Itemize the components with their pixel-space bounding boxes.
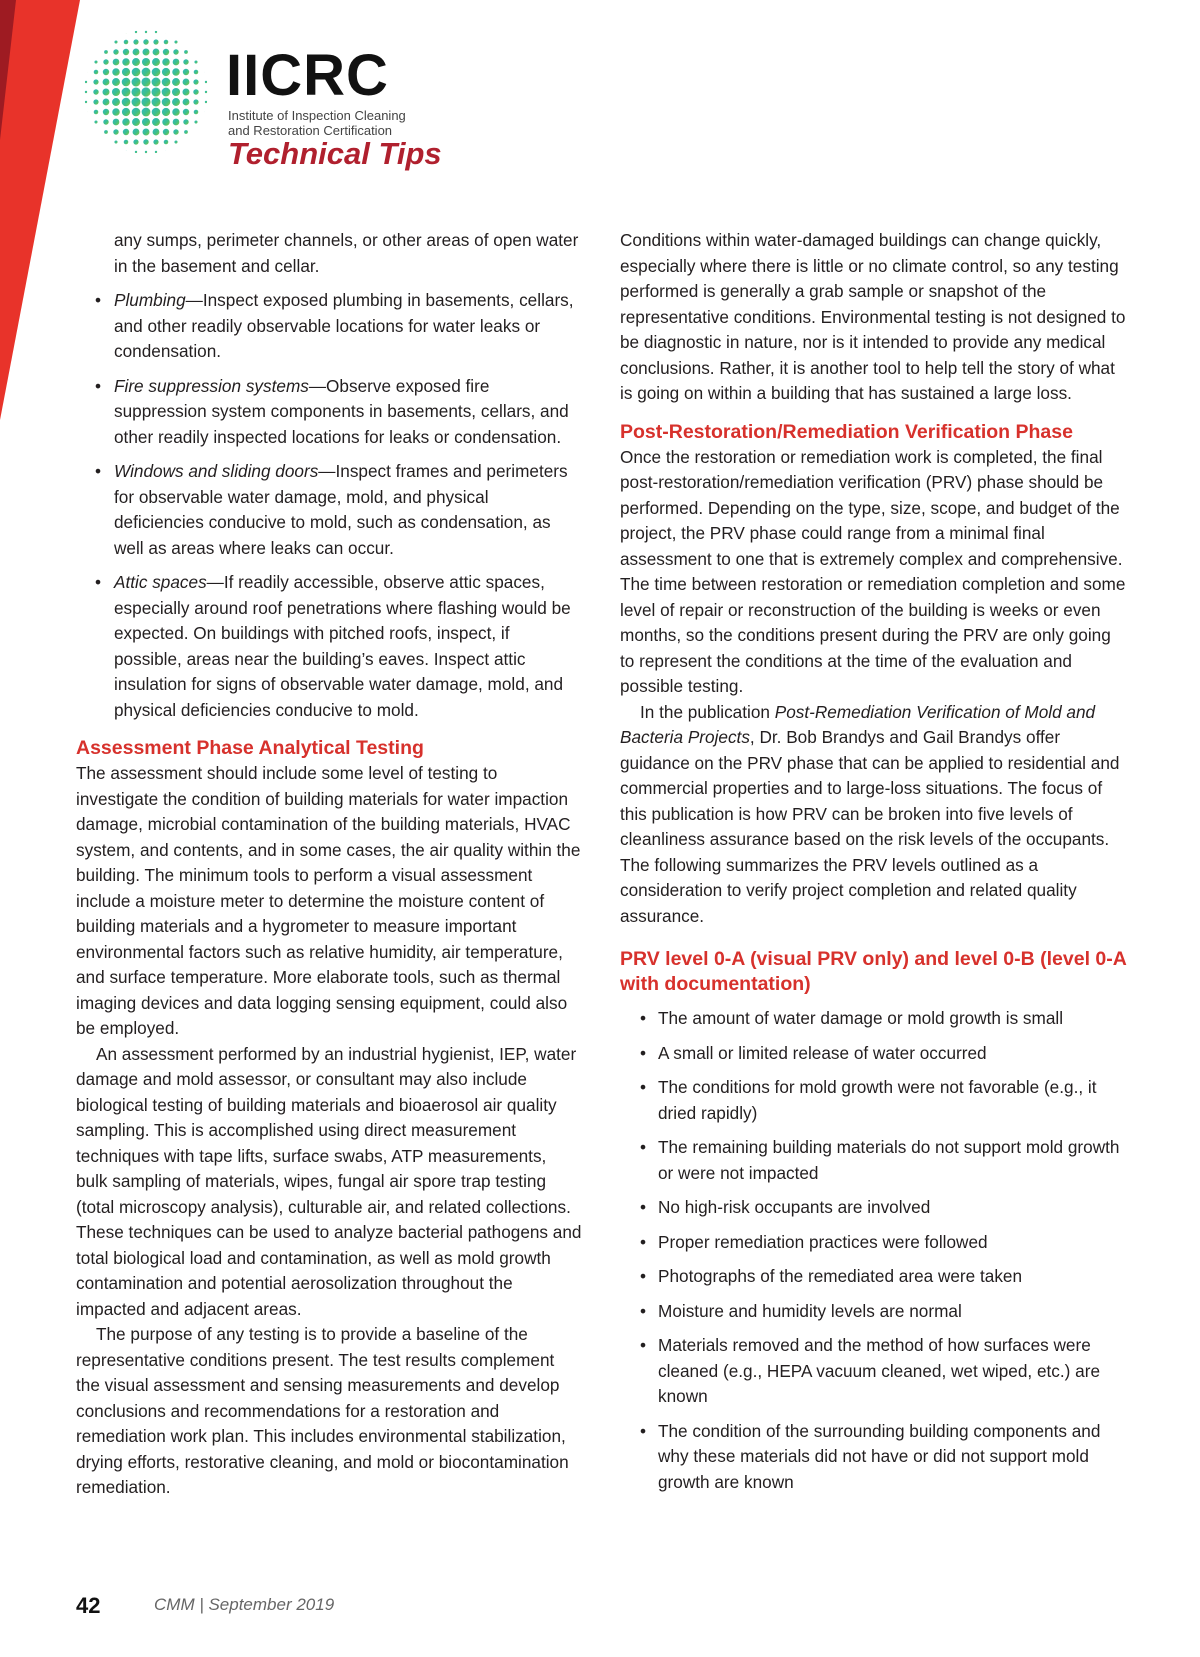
logo-dot [142, 108, 151, 117]
logo-dot [102, 88, 109, 95]
bullet-text: The condition of the surrounding building components and why these materials did not have or did not support mold growth are known [658, 1420, 1101, 1492]
logo-dot [184, 50, 188, 54]
bullet-icon: • [640, 1077, 647, 1097]
logo-dot [132, 118, 140, 126]
logo-dot [135, 151, 137, 153]
logo-dot [105, 41, 107, 43]
heading-prv-phase: Post-Restoration/Remediation Verification Phase [620, 420, 1073, 443]
logo-dot [142, 128, 149, 135]
logo-dot [141, 87, 150, 96]
logo-dot [94, 60, 97, 63]
logo-dot [123, 129, 129, 135]
right-column [620, 228, 1128, 1495]
bullet-lead: Windows and sliding doors [114, 461, 319, 481]
logo-dot [152, 118, 160, 126]
logo-dot [123, 49, 129, 55]
assessment-paragraph-2: An assessment performed by an industrial hygienist, IEP, water damage and mold assessor, or consultant may also include biological testing of building materials and bioaerosol air quality sampling. This is accomplished using direct measurement techniques with tape lifts, surface swabs, ATP measurements, bulk sampling of materials, wipes, fungal air spore trap testing (total microscopy analysis), culturable air, and related collections. These techniques can be used to analyze bacterial pathogens and total biological load and contamination, as well as mold growth contamination and potential aerosolization throughout the impacted and adjacent areas. [76, 1043, 582, 1319]
logo-dot [195, 131, 197, 133]
logo-dot [103, 119, 108, 124]
bullet-text: —Inspect frames and perimeters for observable water damage, mold, and physical deficiencies conducive to mold, such as condensation, as well as areas where leaks can occur. [114, 461, 568, 558]
logo-dot [162, 118, 169, 125]
logo-dot [104, 130, 108, 134]
logo-dot [125, 151, 127, 153]
bullet-lead: Fire suppression systems [114, 375, 309, 396]
bullet-text: Moisture and humidity levels are normal [658, 1300, 962, 1321]
bullet-icon: • [640, 1197, 647, 1217]
logo-dot [162, 68, 170, 76]
logo-dot [114, 140, 117, 143]
bullet-icon: • [95, 290, 102, 310]
list-item [620, 1041, 1128, 1067]
logo-dot [162, 88, 171, 97]
logo-dot [95, 51, 97, 53]
logo-dot [85, 111, 87, 113]
bullet-text: —If readily accessible, observe attic spaces, especially around roof penetrations where flashing would be expected. On buildings with pitched roofs, inspect, if possible, areas near the building’s eaves. Inspect attic insulation for signs of observable water damage, mold, and physical deficiencies conducive to mold. [114, 572, 571, 720]
logo-dot [112, 88, 120, 96]
logo-dot [103, 69, 109, 75]
logo-dot [183, 69, 189, 75]
list-item [76, 288, 582, 365]
logo-dot [153, 139, 158, 144]
brand-subtitle-line2: and Restoration Certification [228, 123, 393, 138]
logo-dot [151, 87, 160, 96]
assessment-paragraph-1: The assessment should include some level of testing to investigate the condition of building materials for water impaction damage, microbial contamination of the building materials, HVAC system, and contents, and in some cases, the air quality within the building. The minimum tools to perform a visual assessment include a moisture meter to determine the moisture content of building materials and a hygrometer to measure important environmental factors such as relative humidity, air temperature, and surface temperature. More elaborate tools, such as thermal imaging devices and data logging sensing equipment, could also be employed. [76, 763, 581, 1038]
logo-dot [162, 58, 169, 65]
bullet-icon: • [640, 1335, 647, 1355]
logo-dot [165, 151, 167, 153]
bullet-text: The remaining building materials do not support mold growth or were not impacted [658, 1137, 1120, 1183]
logo-dot [205, 91, 207, 93]
logo-dot [155, 31, 157, 33]
bullet-text: The conditions for mold growth were not favorable (e.g., it dried rapidly) [658, 1077, 1097, 1123]
logo-dot [185, 41, 187, 43]
bullet-text: Photographs of the remediated area were taken [658, 1266, 1023, 1286]
assessment-paragraph-3: The purpose of any testing is to provide a baseline of the representative conditions present. The test results complement the visual assessment and sensing measurements and develop conclusions and recommendations for a restoration and remediation work plan. This includes environmental stabilization, drying efforts, restorative cleaning, and mold or biocontamination remediation. [76, 1324, 569, 1497]
logo-dot [164, 40, 169, 45]
logo-dot [122, 108, 130, 116]
logo-dot [112, 78, 120, 86]
publication-dateline: CMM | September 2019 [154, 1595, 335, 1614]
logo-dot [155, 151, 157, 153]
section-tag: Technical Tips [228, 136, 442, 171]
logo-dot [133, 49, 140, 56]
logo-dot [114, 40, 117, 43]
logo-dot [94, 110, 99, 115]
brand-subtitle [228, 108, 406, 138]
logo-dot [172, 78, 180, 86]
logo-dot [183, 119, 188, 124]
logo-dot [183, 59, 188, 64]
list-item [76, 374, 582, 451]
logo-dot [94, 120, 97, 123]
bullet-text: No high-risk occupants are involved [658, 1197, 931, 1217]
logo-dot [132, 68, 141, 77]
logo-dot [93, 79, 98, 84]
logo-dot [162, 78, 171, 87]
logo-dot [193, 99, 198, 104]
logo-dot [122, 88, 131, 97]
bullet-lead: Attic spaces [114, 572, 207, 592]
prv-paragraph-1: Once the restoration or remediation work is completed, the final post-restoration/remediation verification (PRV) phase should be performed. Depending on the type, size, scope, and budget of the project, the PRV phase could range from a minimal final assessment to one that is extremely complex and comprehensive. The time between restoration or remediation completion and some level of repair or reconstruction of the building is weeks or even months, so the conditions present during the PRV are only going to represent the conditions at the time of the evaluation and possible testing. [620, 446, 1126, 696]
logo-dot [145, 151, 147, 153]
inspection-bullet-list [76, 288, 582, 723]
logo-dot [184, 130, 188, 134]
logo-dot [124, 40, 129, 45]
logo-dot [194, 120, 197, 123]
logo-dot [113, 49, 118, 54]
bullet-text: Proper remediation practices were followed [658, 1231, 988, 1252]
list-item [620, 1230, 1128, 1256]
logo-dot [133, 39, 138, 44]
logo-dot [141, 77, 150, 86]
logo-dot [172, 108, 179, 115]
logo-dot [195, 51, 197, 53]
logo-dot [122, 98, 131, 107]
list-item [620, 1135, 1128, 1186]
logo-dot [112, 108, 119, 115]
bullet-text: The amount of water damage or mold growth is small [658, 1008, 1064, 1028]
bullet-icon: • [95, 461, 102, 481]
logo-dot [163, 129, 169, 135]
logo-dot [205, 101, 207, 103]
logo-dot [205, 71, 207, 73]
logo-dot [183, 79, 190, 86]
logo-dot [172, 98, 180, 106]
logo-dot [132, 58, 140, 66]
heading-assessment-testing: Assessment Phase Analytical Testing [76, 737, 424, 759]
prv-level-bullet-list [620, 1006, 1128, 1495]
logo-dot [142, 118, 150, 126]
logo-dot [103, 99, 110, 106]
logo-dot [183, 99, 190, 106]
bullet-icon: • [640, 1008, 647, 1028]
logo-dot [133, 129, 140, 136]
logo-dot [112, 98, 120, 106]
logo-dot [152, 68, 161, 77]
page-number: 42 [76, 1593, 101, 1618]
corner-stripe-red [0, 0, 80, 420]
logo-dot [183, 109, 189, 115]
logo-dot [162, 98, 171, 107]
logo-dot [132, 108, 141, 117]
brand-subtitle-line1: Institute of Inspection Cleaning [228, 108, 406, 123]
bullet-icon: • [95, 375, 102, 396]
bullet-icon: • [640, 1266, 647, 1286]
logo-dot [174, 140, 177, 143]
logo-dot [174, 40, 177, 43]
list-item [620, 1299, 1128, 1325]
bullet-text: —Observe exposed fire suppression system components in basements, cellars, and other readily inspected locations for leaks or condensation. [114, 375, 569, 447]
list-item [76, 459, 582, 561]
bullet-lead: Plumbing [114, 290, 186, 310]
logo-dot [173, 119, 180, 126]
logo-dot [142, 48, 149, 55]
logo-dot [131, 87, 140, 96]
logo-dot [132, 98, 141, 107]
logo-dot [95, 131, 97, 133]
logo-dot [103, 79, 110, 86]
logo-dot [194, 70, 199, 75]
heading-prv-level: PRV level 0-A (visual PRV only) and level 0-B (level 0-A with documentation) [620, 948, 1127, 995]
bullet-text: —Inspect exposed plumbing in basements, cellars, and other readily observable locations for water leaks or condensation. [114, 290, 574, 361]
logo-dot [153, 49, 160, 56]
logo-dot [132, 78, 141, 87]
logo-dot [113, 119, 120, 126]
page-footer [76, 1593, 335, 1619]
logo-dot [122, 118, 129, 125]
logo-dot [105, 141, 107, 143]
logo-dot [143, 139, 148, 144]
logo-dot [85, 91, 87, 93]
logo-dot [165, 31, 167, 33]
logo-dot [104, 50, 108, 54]
prv-paragraph-2-post: , Dr. Bob Brandys and Gail Brandys offer guidance on the PRV phase that can be applied to residential and commercial properties and to large-loss situations. The focus of this publication is how PRV can be broken into five levels of cleanliness assurance based on the risk levels of the occupants. The following summarizes the PRV levels outlined as a consideration to verify project completion and related quality assurance. [620, 727, 1120, 926]
list-item [620, 1333, 1128, 1410]
logo-dot [122, 78, 131, 87]
logo-dot [173, 129, 178, 134]
prv-paragraph-2-pre: In the publication [640, 701, 775, 722]
logo-dot [103, 109, 109, 115]
list-item [620, 1419, 1128, 1496]
logo-dot [93, 89, 98, 94]
conditions-paragraph: Conditions within water-damaged buildings can change quickly, especially where there is little or no climate control, so any testing performed is generally a grab sample or snapshot of the representative conditions. Environmental testing is not designed to be diagnostic in nature, nor is it intended to provide any medical conclusions. Rather, it is another tool to help tell the story of what is going on within a building that has sustained a large loss. [620, 230, 1126, 403]
logo-dot [172, 88, 180, 96]
list-item [76, 570, 582, 723]
logo-dot [133, 139, 138, 144]
logo-dot [205, 111, 207, 113]
logo-dot [172, 68, 179, 75]
bullet-icon: • [640, 1420, 647, 1441]
logo-dot [153, 129, 160, 136]
logo-dot [194, 110, 199, 115]
intro-continuation: any sumps, perimeter channels, or other areas of open water in the basement and cellar. [114, 230, 579, 276]
logo-dot [182, 88, 189, 95]
logo-dot [103, 59, 108, 64]
bullet-icon: • [640, 1300, 647, 1321]
logo-dot [173, 59, 180, 66]
prv-paragraph-2 [620, 700, 1128, 930]
logo-dot [124, 140, 129, 145]
logo-dot [152, 108, 161, 117]
logo-dot [143, 39, 148, 44]
logo-dot [135, 31, 137, 33]
logo-dot [152, 98, 161, 107]
bullet-icon: • [640, 1231, 647, 1252]
logo-dot [193, 79, 198, 84]
logo-dot [85, 81, 87, 83]
logo-dot [113, 129, 118, 134]
logo-dot [153, 39, 158, 44]
logo-dot [125, 31, 127, 33]
logo-dot [152, 58, 160, 66]
logo-dot [185, 141, 187, 143]
bullet-text: A small or limited release of water occurred [658, 1042, 987, 1063]
logo-dot [152, 78, 161, 87]
publication-title: Post-Remediation Verification of Mold and Bacteria Projects [620, 701, 1096, 747]
bullet-icon: • [640, 1137, 647, 1157]
bullet-icon: • [95, 572, 102, 592]
logo-dot [193, 89, 198, 94]
bullet-text: Materials removed and the method of how surfaces were cleaned (e.g., HEPA vacuum cleaned, wet wiped, etc.) are known [658, 1335, 1101, 1406]
left-column [76, 228, 582, 1501]
logo-dot [162, 108, 170, 116]
logo-dot [205, 81, 207, 83]
logo-dot [85, 101, 87, 103]
logo-dot [141, 97, 150, 106]
brand-wordmark: IICRC [226, 43, 389, 108]
logo-dot [122, 68, 130, 76]
logo-dot [142, 58, 150, 66]
logo-dot [145, 31, 147, 33]
masthead [78, 22, 478, 182]
bullet-icon: • [640, 1042, 647, 1063]
list-item [620, 1195, 1128, 1221]
logo-dot [142, 68, 151, 77]
logo-dot [85, 71, 87, 73]
logo-dot [93, 99, 98, 104]
logo-dot [173, 49, 178, 54]
logo-dot [94, 70, 99, 75]
logo-dot [164, 140, 169, 145]
list-item [620, 1006, 1128, 1032]
logo-dot [122, 58, 129, 65]
logo-dot [112, 68, 119, 75]
iicrc-globe-logo-icon [82, 28, 210, 156]
logo-dot [163, 49, 169, 55]
list-item [620, 1264, 1128, 1290]
logo-dot [113, 59, 120, 66]
logo-dot [194, 60, 197, 63]
list-item [620, 1075, 1128, 1126]
